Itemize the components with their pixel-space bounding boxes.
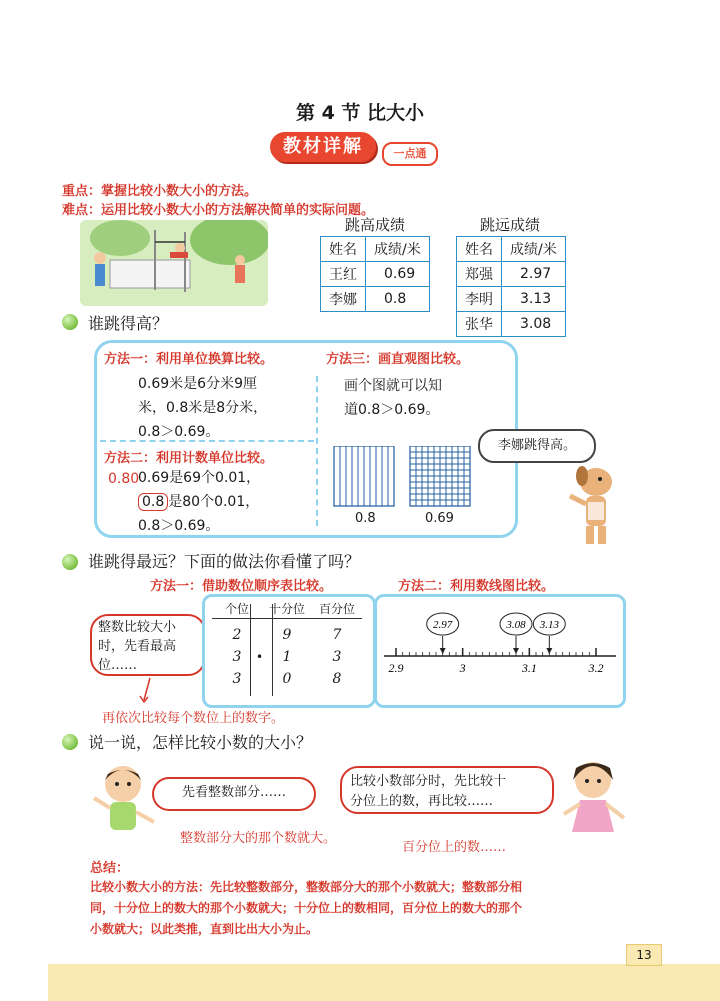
q2-method1-title: 方法一：借助数位顺序表比较。 <box>150 579 333 594</box>
arrow-head-icon <box>546 648 552 654</box>
column-header: 百分位 <box>318 602 355 616</box>
method3-text <box>344 374 442 422</box>
question-2: 谁跳得最远？下面的做法你看懂了吗？ <box>88 552 361 571</box>
text-line: 道0.8＞0.69。 <box>344 402 440 418</box>
thought-bubble <box>90 614 206 676</box>
text-line: 0.8＞0.69。 <box>138 518 220 534</box>
arrow-icon <box>138 676 158 706</box>
text-line: 比较小数大小的方法：先比较整数部分，整数部分大的那个小数就大；整数部分相 <box>90 880 523 894</box>
table-header: 姓名 <box>457 237 502 262</box>
long-jump-title: 跳远成绩 <box>480 216 541 234</box>
page-number: 13 <box>626 944 662 966</box>
note-right: 百分位上的数…… <box>402 840 507 855</box>
long-jump-table <box>456 236 566 337</box>
number-line-diagram <box>384 608 620 688</box>
speech-bubble-left: 先看整数部分…… <box>152 777 316 811</box>
point-label: 3.08 <box>506 619 526 631</box>
text-line: 0.8＞0.69。 <box>138 424 220 440</box>
banner <box>270 132 446 166</box>
table-cell: 2.97 <box>502 262 566 287</box>
boy-character-icon <box>88 760 158 840</box>
banner-title: 教材详解 <box>270 132 376 162</box>
table-cell: 3.08 <box>502 312 566 337</box>
table-cell: 郑强 <box>457 262 502 287</box>
note-left: 整数部分大的那个数就大。 <box>180 831 337 846</box>
method1-text <box>138 372 267 444</box>
digit: 8 <box>332 671 342 687</box>
table-cell: 李娜 <box>321 287 366 312</box>
key-point: 重点：掌握比较小数大小的方法。 <box>62 184 258 199</box>
bullet-icon <box>62 734 78 750</box>
text-line: 0.69是69个0.01， <box>138 470 261 486</box>
method2-text <box>138 466 260 538</box>
banner-tag: 一点通 <box>382 142 438 166</box>
text-line: 位…… <box>98 658 138 673</box>
table-header: 姓名 <box>321 237 366 262</box>
tick-label: 3.1 <box>521 661 537 675</box>
bullet-icon <box>62 554 78 570</box>
text-line: 同，十分位上的数大的那个小数就大；十分位上的数相同，百分位上的数大的那个 <box>90 901 523 915</box>
text-line <box>138 490 260 514</box>
text-fragment: 是80个0.01， <box>168 494 260 510</box>
q2-method2-title: 方法二：利用数线图比较。 <box>398 579 555 594</box>
column-header: 十分位 <box>268 602 305 616</box>
decimal-point: • <box>256 650 264 664</box>
digit: 3 <box>332 649 342 665</box>
place-value-table <box>212 600 362 617</box>
table-cell: 3.13 <box>502 287 566 312</box>
tick-label: 2.9 <box>388 661 404 675</box>
method3-title: 方法三：画直观图比较。 <box>326 352 470 367</box>
summary-title: 总结： <box>90 861 130 876</box>
method1-title: 方法一：利用单位换算比较。 <box>104 352 274 367</box>
text-line: 比较小数部分时，先比较十 <box>350 774 507 789</box>
column-header: 个位 <box>224 602 249 616</box>
section-title: 第 4 节 比大小 <box>295 102 425 124</box>
digit: 7 <box>332 627 342 643</box>
speech-bubble: 李娜跳得高。 <box>478 429 596 463</box>
digit: 3 <box>232 649 242 665</box>
high-jump-table <box>320 236 430 312</box>
table-cell: 0.69 <box>366 262 430 287</box>
text-line: 整数比较大小 <box>98 620 177 635</box>
method2-annotation: 0.80 <box>108 471 140 487</box>
tick-label: 3 <box>459 661 466 675</box>
place-value-rows <box>212 624 362 690</box>
divider <box>212 618 362 619</box>
high-jump-title: 跳高成绩 <box>345 216 406 234</box>
table-header: 成绩/米 <box>366 237 430 262</box>
girl-character-icon <box>558 756 628 840</box>
text-line: 小数就大；以此类推，直到比出大小为止。 <box>90 922 319 936</box>
speech-bubble-right <box>340 766 554 814</box>
footer-band <box>48 964 720 1001</box>
decimal-grid-diagram <box>330 446 480 510</box>
after-note: 再依次比较每个数位上的数字。 <box>102 711 285 726</box>
digit: 3 <box>232 671 242 687</box>
high-jump-illustration <box>80 220 268 306</box>
text-line: 米，0.8米是8分米， <box>138 400 268 416</box>
table-cell: 李明 <box>457 287 502 312</box>
digit: 0 <box>282 671 292 687</box>
summary-text <box>90 877 670 940</box>
text-line: 0.69米是6分米9厘 <box>138 376 257 392</box>
question-3: 说一说，怎样比较小数的大小？ <box>88 733 313 752</box>
boxed-value: 0.8 <box>138 493 168 511</box>
table-cell: 王红 <box>321 262 366 287</box>
digit: 9 <box>282 627 292 643</box>
text-line: 分位上的数，再比较…… <box>350 794 494 809</box>
arrow-head-icon <box>440 648 446 654</box>
bullet-icon <box>62 314 78 330</box>
divider <box>316 376 318 526</box>
text-line: 画个图就可以知 <box>344 378 442 394</box>
grid-0-8 <box>334 446 394 506</box>
arrow-head-icon <box>513 648 519 654</box>
question-1: 谁跳得高？ <box>88 314 169 333</box>
text-line: 时，先看最高 <box>98 639 177 654</box>
grid-0-69 <box>410 446 470 506</box>
tick-label: 3.2 <box>588 661 604 675</box>
table-cell: 0.8 <box>366 287 430 312</box>
digit: 1 <box>282 649 292 665</box>
point-label: 3.13 <box>539 619 559 631</box>
table-cell: 张华 <box>457 312 502 337</box>
digit: 2 <box>232 627 242 643</box>
method2-title: 方法二：利用计数单位比较。 <box>104 451 274 466</box>
point-label: 2.97 <box>433 619 453 631</box>
dog-character-icon <box>560 462 626 548</box>
grid-label: 0.8 <box>355 511 376 526</box>
table-header: 成绩/米 <box>502 237 566 262</box>
grid-label: 0.69 <box>425 511 454 526</box>
difficult-point: 难点：运用比较小数大小的方法解决简单的实际问题。 <box>62 203 375 218</box>
